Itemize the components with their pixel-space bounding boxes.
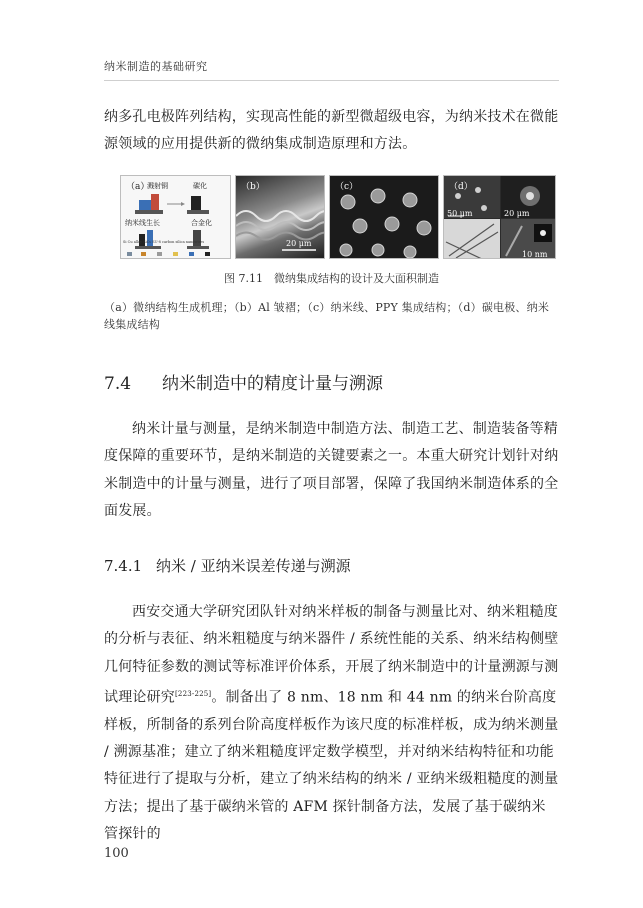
schematic-label-carbonize: 碳化: [193, 182, 207, 190]
figure-caption-title: 图 7.11 微纳集成结构的设计及大面积制造: [224, 272, 439, 285]
schematic-label-alloy: 合金化: [191, 219, 212, 227]
section-number: 7.4: [104, 374, 132, 394]
citation-ref: [223-225]: [175, 689, 212, 698]
panel-d-scale-2: 20 μm: [504, 209, 530, 218]
section-title: 纳米制造中的精度计量与溯源: [162, 374, 383, 394]
subsection-number: 7.4.1: [104, 557, 143, 575]
figure-panel-c: [329, 175, 439, 259]
header-rule: [104, 80, 559, 81]
panel-c-label: （c）: [335, 182, 359, 192]
section-heading: [104, 369, 383, 394]
schematic-label-sputter: 溅射铜: [147, 182, 168, 190]
panel-d-scale-3: 10 nm: [522, 250, 548, 259]
panel-b-label: （b）: [241, 182, 265, 192]
figure-panel-a: [120, 175, 231, 259]
panel-a-label: （a）: [126, 182, 150, 192]
panel-b-scale: 20 μm: [286, 239, 312, 248]
page-number: 100: [104, 846, 129, 861]
section-paragraph: 纳米计量与测量，是纳米制造中制造方法、制造工艺、制造装备等精度保障的重要环节，是纳米制造的关键要素之一。本重大研究计划针对纳米制造中的计量与测量，进行了项目部署，保障了我国纳米制造体系的全面发展。: [104, 421, 559, 519]
schematic-legend: Si Cu alloy SiO₂ SU-8 carbon silica nanowires: [123, 240, 205, 244]
subsection-title: 纳米 / 亚纳米误差传递与溯源: [156, 557, 351, 575]
intro-paragraph: 纳多孔电极阵列结构，实现高性能的新型微超级电容，为纳米技术在微能源领域的应用提供新的微纳集成制造原理和方法。: [104, 109, 559, 153]
schematic-label-nanowire: 纳米线生长: [125, 219, 160, 227]
schematic-legend-swatches: [127, 252, 210, 256]
figure-caption-body: （a）微纳结构生成机理；（b）Al 皱褶；（c）纳米线、PPY 集成结构；（d）碳电极、纳米线集成结构: [104, 301, 550, 331]
figure-panel-b: [235, 175, 325, 259]
panel-d-scale-1: 50 μm: [447, 209, 473, 218]
running-header: 纳米制造的基础研究: [104, 60, 208, 73]
subsection-heading: [104, 555, 351, 576]
figure-7-11: [120, 175, 556, 259]
panel-d-label: （d）: [449, 182, 473, 192]
subsection-paragraph: 西安交通大学研究团队针对纳米样板的制备与测量比对、纳米粗糙度的分析与表征、纳米粗糙度与纳米器件 / 系统性能的关系、纳米结构侧壁几何特征参数的测试等标准评价体系，开展了纳米制造中的计量溯源与测试理论研究[223-225]。制备出了 8 nm、18 nm 和 44 nm 的纳米台阶高度样板，所制备的系列台阶高度样板作为该尺度的标准样板，成为纳米测量 / 溯源基准；建立了纳米粗糙度评定数学模型，并对纳米结构特征和功能特征进行了提取与分析，建立了纳米结构的纳米 / 亚纳米级粗糙度的测量方法；提出了基于碳纳米管的 AFM 探针制备方法，发展了基于碳纳米管探针的: [104, 604, 559, 843]
figure-panel-d: [443, 175, 556, 259]
